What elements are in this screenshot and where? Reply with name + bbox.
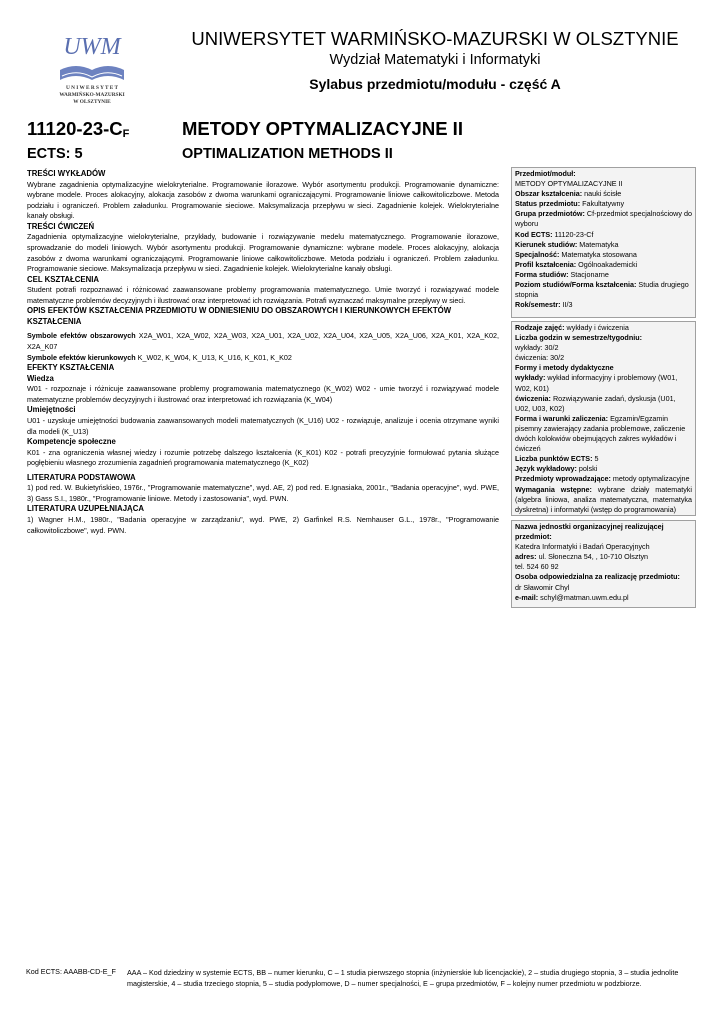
group-label: Grupa przedmiotów: xyxy=(515,209,585,219)
course-code-main: 11120-23-C xyxy=(27,118,123,139)
profile-value: Ogólnoakademicki xyxy=(576,259,638,269)
language-label: Język wykładowy: xyxy=(515,464,577,474)
ects-points: ECTS: 5 xyxy=(27,146,83,162)
footer-legend: AAA – Kod dziedziny w systemie ECTS, BB – numer kierunku, C – 1 studia pierwszego stopnia (inżynierskie lub licencjackie), 2 – studia drugiego stopnia, 3 – studia jednolite magisterskie, 4 – studia trzeciego stopnia, 5 – studia podyplomowe, D – numer specjalności, E – grupa przedmiotów, F – kolejny numer przedmiotu w podzbiorze. xyxy=(127,968,679,988)
course-info-box xyxy=(511,167,696,318)
assessment-label: Forma i warunki zaliczenia: xyxy=(515,413,609,423)
skills-text: U01 - uzyskuje umiejętności budowania zaawansowanych modeli matematycznych (K_U16) U02 - rozwiązuje, analizuje i ocenia otrzymane wyniki dla modeli (K_U13) xyxy=(27,415,499,436)
extra-literature-text: 1) Wagner H.M., 1980r., "Badania operacyjne w zarządzaniu", wyd. PWE, 2) Garfinkel R.S. Nemhauser G.L., 1978r., "Programowanie całkowitoliczbowe", wyd. PWN. xyxy=(27,514,499,535)
level-value: Studia drugiego stopnia xyxy=(515,280,689,300)
course-title-pl: METODY OPTYMALIZACYJNE II xyxy=(182,118,463,139)
year-label: Rok/semestr: xyxy=(515,300,561,310)
specialty-label: Specjalność: xyxy=(515,249,560,259)
unit-label: Nazwa jednostki organizacyjnej realizującej przedmiot: xyxy=(515,522,664,542)
exercises-text: Zagadnienia optymalizacyjne wielokryterialne, przykłady, budowanie i rozwiązywanie medelu matematycznego. Programowanie ilorazowe, sprowadzanie do modeli liniowych. Wybór asortymentu produkcji. Programowanie dynamiczne: wybrane modele. Proces alokacyjny, alokacja zasobów z dwoma warunkami ograniczającymi. Programowanie liniowe całkowitoliczbowe. Metoda podziału i ograniczeń. Problem załadunku. Programowanie sieciowe. Maksymalizacja przepływu w sieci. Zagadnienie kolejek. Wielokryterialne kanały obsługi. xyxy=(27,232,499,274)
profile-label: Profil kształcenia: xyxy=(515,259,577,269)
area-value: nauki ścisłe xyxy=(582,189,622,199)
assessment-value: Egzamin/Egzamin pisemny zawierający zadania problemowe, zaliczenie dwóch kolokwiów obejmujących zakres wykładów i ćwiczeń xyxy=(515,413,686,454)
university-logo xyxy=(50,26,135,108)
area-label: Obszar kształcenia: xyxy=(515,189,583,199)
logo-caption-1: U N I W E R S Y T E T xyxy=(65,85,119,91)
logo-letters: UWM xyxy=(63,34,121,60)
course-title-en: OPTIMALIZATION METHODS II xyxy=(182,146,393,162)
code-label: Kod ECTS: xyxy=(515,229,553,239)
field-value: Matematyka xyxy=(577,239,619,249)
unit-value: Katedra Informatyki i Badań Operacyjnych xyxy=(515,542,650,552)
competence-text: K01 - zna ograniczenia własnej wiedzy i rozumie potrzebę dalszego kształcenia (K_K01) K02 - potrafi precyzyjnie formułować pytania służące pogłębieniu własnego zrozumienia zagadnień programowania matematycznego (K_K02) xyxy=(27,447,499,468)
goal-text: Student potrafi rozpoznawać i różnicować zaawansowane problemy programowania matematycznego. Umie tworzyć i rozwiązywać modele matematyczne problemów decyzyjnych i ilustrować oraz interpretować ich rozwiązania. Potrafi wyznaczać maksymalne przepływy w sieci. xyxy=(27,285,499,305)
intro-courses-label: Przedmioty wprowadzające: xyxy=(515,474,611,484)
logo-caption-3: W OLSZTYNIE xyxy=(73,99,111,105)
exercises-heading: TREŚCI ĆWICZEŃ xyxy=(27,221,95,231)
field-symbols xyxy=(27,353,499,364)
goal-heading: CEL KSZTAŁCENIA xyxy=(27,274,100,284)
study-form-label: Forma studiów: xyxy=(515,269,569,279)
status-value: Fakultatywny xyxy=(580,199,625,209)
methods-lectures-value: wykład informacyjny i problemowy (W01, W02, K01) xyxy=(515,373,678,393)
methods-lectures-label: wykłady: xyxy=(515,373,546,383)
lectures-heading: TREŚCI WYKŁADÓW xyxy=(27,169,106,178)
syllabus-title: Sylabus przedmiotu/modułu - część A xyxy=(309,76,561,92)
level-label: Poziom studiów/Forma kształcenia: xyxy=(515,280,637,290)
email-value[interactable]: schyl@matman.uwm.edu.pl xyxy=(538,592,629,602)
logo-caption-2: WARMIŃSKO-MAZURSKI xyxy=(59,92,125,98)
skills-heading: Umiejętności xyxy=(27,405,76,415)
ects-points-label: Liczba punktów ECTS: xyxy=(515,454,593,464)
area-symbols xyxy=(27,331,499,352)
requirements-label: Wymagania wstępne: xyxy=(515,484,592,494)
module-label: Przedmiot/moduł: xyxy=(515,169,576,178)
email-label: e-mail: xyxy=(515,592,539,602)
area-symbols-label: Symbole efektów obszarowych xyxy=(27,331,136,341)
effects-description-heading: OPIS EFEKTÓW KSZTAŁCENIA PRZEDMIOTU W ODNIESIENIU DO OBSZAROWYCH I KIERUNKOWYCH EFEKTÓW KSZTAŁCENIA xyxy=(27,306,452,326)
phone: tel. 524 60 92 xyxy=(515,562,559,572)
unit-info-box xyxy=(511,520,696,608)
syllabus-content xyxy=(27,169,499,536)
year-value: II/3 xyxy=(560,300,573,310)
classes-label: Rodzaje zajęć: xyxy=(515,323,565,332)
methods-exercises-value: Rozwiązywanie zadań, dyskusja (U01, U02, U03, K02) xyxy=(515,393,676,413)
address-value: ul. Słoneczna 54, , 10-710 Olsztyn xyxy=(536,552,649,562)
field-label: Kierunek studiów: xyxy=(515,239,578,249)
knowledge-text: W01 - rozpoznaje i różnicuje zaawansowane problemy programowania matematycznego (K_W02) W02 - umie tworzyć i rozwiązywać modele matematyczne problemów decyzyjnych i ilustrować oraz interpretować ich rozwiązania (K_W04) xyxy=(27,384,499,404)
requirements-value: wybrane działy matematyki (algebra liniowa, analiza matematyczna, matematyka dyskretna) i informatyki (wstęp do programowania) xyxy=(515,484,692,514)
knowledge-heading: Wiedza xyxy=(27,373,54,383)
group-value: Cf-przedmiot specjalnościowy do wyboru xyxy=(515,209,692,229)
faculty-name: Wydział Matematyki i Informatyki xyxy=(329,52,541,68)
person-label: Osoba odpowiedzialna za realizację przedmiotu: xyxy=(515,572,680,582)
lectures-text: Wybrane zagadnienia optymalizacyjne wielokryterialne. Programowanie ilorazowe. Wybór asortymentu produkcji. Programowanie dynamiczne: wybrane modele. Proces alokacyjny, alokacja zasobów z dwoma warunkami ograniczającymi. Programowanie liniowe całkowitoliczbowe. Metoda podziału i ograniczeń. Problem załadunku. Programowanie sieciowe. Maksymalizacja przepływu w sieci. Zagadnienie kolejek. Wielokryterialne kanały obsługi. xyxy=(27,179,499,221)
classes-value: wykłady i ćwiczenia xyxy=(564,323,629,332)
study-form-value: Stacjonarne xyxy=(568,269,609,279)
language-value: polski xyxy=(576,464,598,474)
effects-heading: EFEKTY KSZTAŁCENIA xyxy=(27,363,115,373)
competence-heading: Kompetencje społeczne xyxy=(27,437,116,447)
specialty-value: Matematyka stosowana xyxy=(559,249,637,259)
area-symbols-value: X2A_W01, X2A_W02, X2A_W03, X2A_U01, X2A_U02, X2A_U04, X2A_U05, X2A_U06, X2A_K01, X2A_K02, X2A_K07 xyxy=(27,331,499,352)
field-symbols-value: K_W02, K_W04, K_U13, K_U16, K_K01, K_K02 xyxy=(135,352,292,362)
person-value: dr Sławomir Chyl xyxy=(515,582,570,592)
methods-exercises-label: ćwiczenia: xyxy=(515,393,551,403)
methods-label: Formy i metody dydaktyczne xyxy=(515,363,614,373)
basic-literature-text: 1) pod red. W. Bukietyńskieo, 1976r., "Programowanie matematyczne", wyd. AE, 2) pod red. E.Ignasiaka, 2001r., "Badania operacyjne", wyd. PWE, 3) Gass S.I., 1980r., "Programowanie liniowe. Metody i zastosowania", wyd. PWN. xyxy=(27,483,499,503)
footer-code-format: Kod ECTS: AAABB-CD-E_F xyxy=(26,967,116,976)
extra-literature-heading: LITERATURA UZUPEŁNIAJĄCA xyxy=(27,504,144,514)
field-symbols-label: Symbole efektów kierunkowych xyxy=(27,352,136,362)
ects-points-value: 5 xyxy=(592,454,599,464)
module-value: METODY OPTYMALIZACYJNE II xyxy=(515,179,623,189)
intro-courses-value: metody optymalizacyjne xyxy=(610,474,690,484)
course-code-sub: F xyxy=(122,128,130,140)
course-code xyxy=(27,118,129,140)
hours-exercises: ćwiczenia: 30/2 xyxy=(515,353,565,363)
hours-label: Liczba godzin w semestrze/tygodniu: xyxy=(515,333,642,343)
address-label: adres: xyxy=(515,552,537,562)
code-value: 11120-23-Cf xyxy=(552,229,594,239)
university-name: UNIWERSYTET WARMIŃSKO-MAZURSKI W OLSZTYNIE xyxy=(191,28,679,49)
status-label: Status przedmiotu: xyxy=(515,199,581,209)
hours-lectures: wykłady: 30/2 xyxy=(515,343,559,353)
classes-info-box xyxy=(511,321,696,516)
basic-literature-heading: LITERATURA PODSTAWOWA xyxy=(27,472,136,482)
